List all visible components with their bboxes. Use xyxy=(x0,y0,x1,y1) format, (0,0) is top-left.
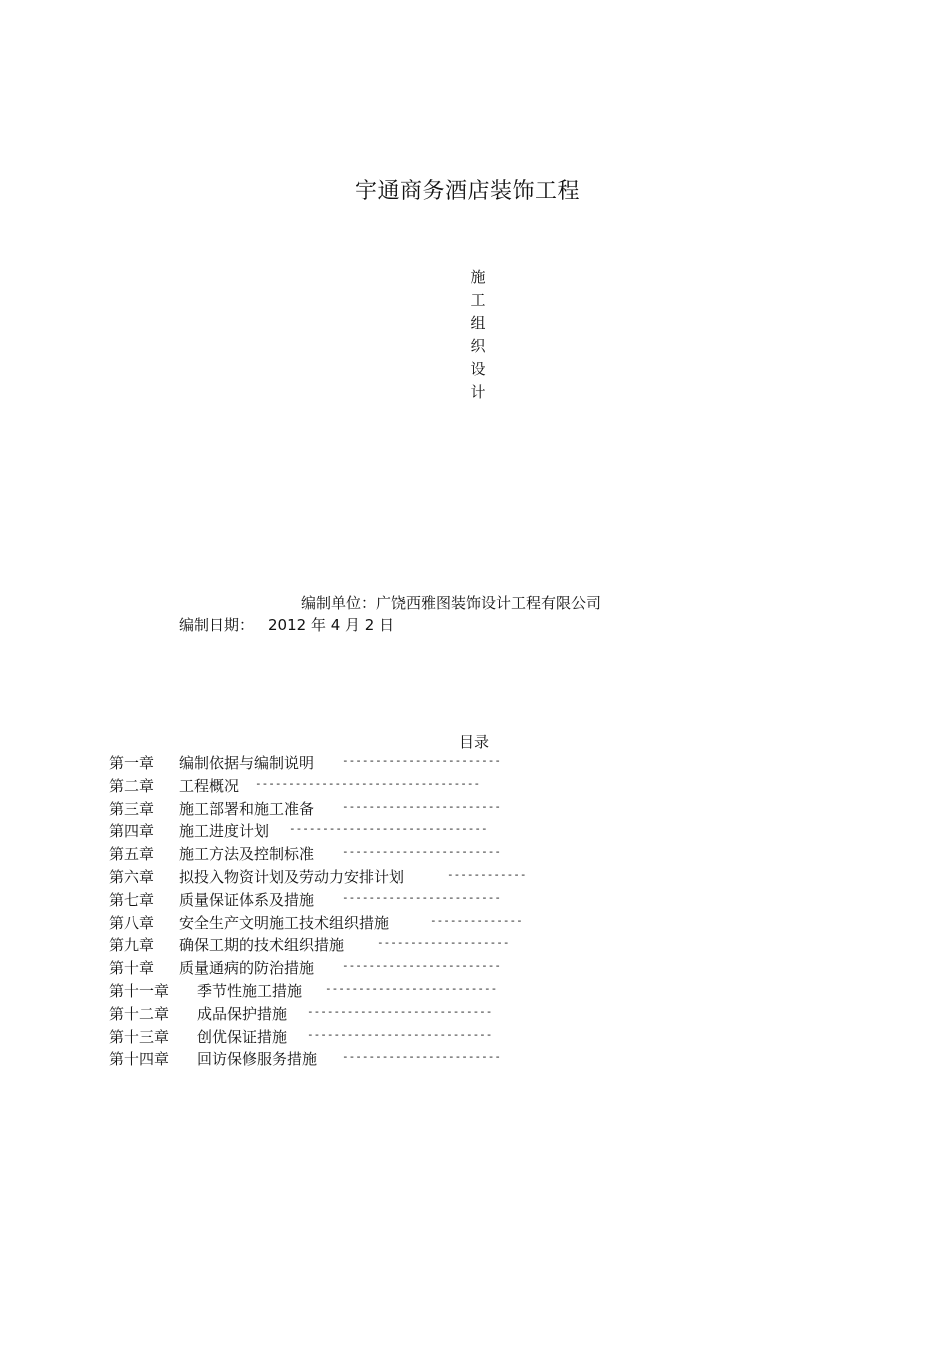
toc-entry[interactable] xyxy=(109,820,629,843)
toc-chapter: 第十一章 xyxy=(109,981,170,1000)
toc-entry[interactable] xyxy=(109,775,629,798)
toc-leader: ------------------------ xyxy=(342,959,501,973)
vertical-subtitle xyxy=(466,266,490,404)
toc-chapter: 第一章 xyxy=(109,754,155,772)
toc-leader: ------------------------ xyxy=(342,799,501,813)
toc-chapter: 第十章 xyxy=(109,959,155,978)
toc-entry[interactable] xyxy=(109,957,629,980)
toc-title: 质量通病的防治措施 xyxy=(179,959,315,978)
toc-entry[interactable] xyxy=(109,934,629,957)
document-title: 宇通商务酒店装饰工程 xyxy=(354,179,580,204)
subtitle-char: 织 xyxy=(470,337,486,355)
toc-title: 安全生产文明施工技术组织措施 xyxy=(179,913,390,932)
subtitle-char: 工 xyxy=(470,291,486,309)
toc-leader: -------------------- xyxy=(377,936,510,950)
toc-chapter: 第六章 xyxy=(109,867,155,886)
toc-entry[interactable] xyxy=(109,866,629,889)
toc-entry[interactable] xyxy=(109,843,629,866)
toc-title: 拟投入物资计划及劳动力安排计划 xyxy=(179,867,405,886)
toc-title: 创优保证措施 xyxy=(197,1027,288,1046)
subtitle-char: 设 xyxy=(470,360,486,378)
toc-title: 季节性施工措施 xyxy=(197,981,303,1000)
toc-leader: ------------ xyxy=(447,867,527,881)
subtitle-char: 施 xyxy=(470,268,486,286)
toc-chapter: 第八章 xyxy=(109,913,155,932)
toc-title: 回访保修服务措施 xyxy=(197,1050,318,1069)
toc-entry[interactable] xyxy=(109,1026,629,1049)
toc-leader: -------------- xyxy=(430,913,523,927)
toc-leader: ------------------------ xyxy=(342,1050,501,1064)
toc-title: 编制依据与编制说明 xyxy=(179,754,315,772)
toc-chapter: 第二章 xyxy=(109,776,155,795)
toc-leader: ---------------------------- xyxy=(307,1004,493,1018)
toc-entry[interactable] xyxy=(109,889,629,912)
table-of-contents xyxy=(109,752,629,1071)
toc-title: 质量保证体系及措施 xyxy=(179,890,315,909)
compiling-date xyxy=(179,614,394,635)
toc-leader: -------------------------- xyxy=(325,981,498,995)
toc-entry[interactable] xyxy=(109,912,629,935)
toc-chapter: 第五章 xyxy=(109,845,155,864)
date-label: 编制日期： xyxy=(179,616,255,634)
toc-leader: ------------------------ xyxy=(342,754,501,767)
toc-chapter: 第十四章 xyxy=(109,1050,170,1069)
toc-title: 确保工期的技术组织措施 xyxy=(179,936,345,955)
toc-leader: ---------------------------- xyxy=(307,1027,493,1041)
toc-entry[interactable] xyxy=(109,1048,629,1071)
toc-entry[interactable] xyxy=(109,980,629,1003)
toc-title: 工程概况 xyxy=(179,776,240,795)
toc-chapter: 第九章 xyxy=(109,936,155,955)
subtitle-char: 组 xyxy=(470,314,486,332)
toc-leader: ------------------------ xyxy=(342,845,501,859)
toc-entry[interactable] xyxy=(109,1003,629,1026)
toc-title: 施工方法及控制标准 xyxy=(179,845,315,864)
toc-chapter: 第七章 xyxy=(109,890,155,909)
toc-chapter: 第四章 xyxy=(109,822,155,841)
toc-title: 施工进度计划 xyxy=(179,822,270,841)
toc-heading: 目录 xyxy=(459,733,490,751)
toc-entry[interactable] xyxy=(109,798,629,821)
toc-chapter: 第三章 xyxy=(109,799,155,818)
toc-leader: ---------------------------------- xyxy=(255,776,481,790)
toc-leader: ------------------------------ xyxy=(289,822,488,836)
toc-entry[interactable] xyxy=(109,752,629,775)
subtitle-char: 计 xyxy=(470,383,486,401)
toc-chapter: 第十二章 xyxy=(109,1004,170,1023)
toc-chapter: 第十三章 xyxy=(109,1027,170,1046)
toc-title: 成品保护措施 xyxy=(197,1004,288,1023)
compiling-unit: 编制单位：广饶西雅图装饰设计工程有限公司 xyxy=(301,594,602,612)
date-value: 2012 年 4 月 2 日 xyxy=(268,616,395,634)
toc-leader: ------------------------ xyxy=(342,890,501,904)
toc-title: 施工部署和施工准备 xyxy=(179,799,315,818)
